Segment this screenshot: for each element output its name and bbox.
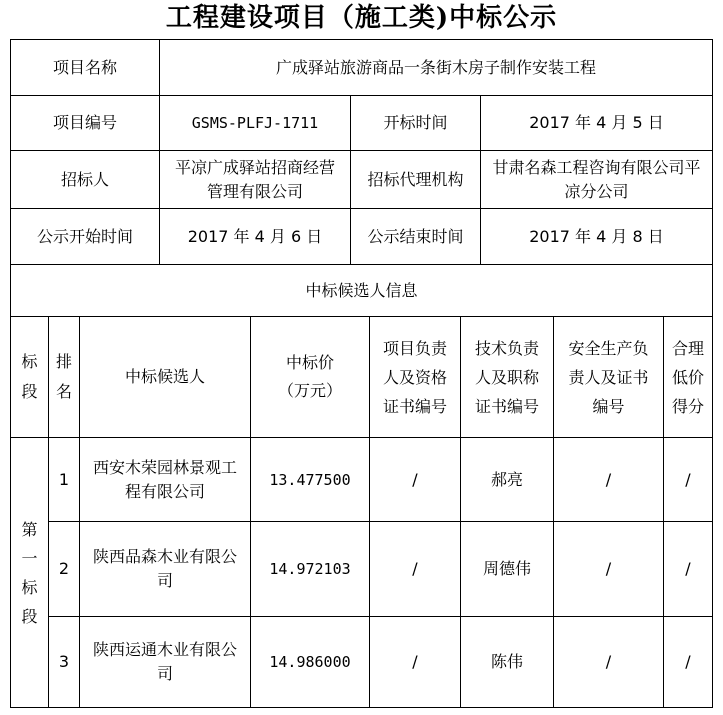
row-2-rank: 2: [58, 559, 70, 578]
row-3-tech-lead: 陈伟: [490, 652, 523, 671]
page-title: 工程建设项目（施工类)中标公示: [165, 3, 558, 33]
agency-label: 招标代理机构: [367, 169, 464, 189]
header-candidate: 中标候选人: [124, 367, 205, 386]
header-rank: 排名: [55, 352, 72, 401]
project-no-value: GSMS-PLFJ-1711: [191, 114, 319, 132]
header-safety-lead: 安全生产负责人及证书编号: [568, 338, 649, 416]
row-3-score: /: [685, 652, 691, 671]
row-1-project-manager: /: [412, 469, 418, 489]
row-3-price: 14.986000: [269, 653, 351, 671]
project-name-label: 项目名称: [52, 57, 117, 77]
project-name-value: 广成驿站旅游商品一条街木房子制作安装工程: [275, 57, 596, 77]
header-tech-lead: 技术负责人及职称证书编号: [474, 338, 539, 416]
project-no-label: 项目编号: [52, 113, 117, 132]
tenderer-value: 平凉广成驿站招商经营管理有限公司: [174, 157, 335, 201]
row-3-candidate: 陕西运通木业有限公司: [92, 640, 237, 683]
row-2-price: 14.972103: [269, 560, 351, 578]
row-1-safety-lead: /: [605, 469, 612, 489]
row-1-score: /: [685, 469, 691, 489]
row-3-project-manager: /: [412, 652, 418, 671]
row-1-price: 13.477500: [269, 470, 351, 489]
row-3-rank: 3: [58, 652, 70, 671]
row-1-rank: 1: [58, 469, 70, 489]
section-title: 中标候选人信息: [305, 280, 418, 300]
tenderer-label: 招标人: [60, 169, 109, 189]
publicity-start-label: 公示开始时间: [36, 226, 133, 246]
row-3-safety-lead: /: [605, 652, 612, 671]
section-name: 第一标段: [21, 519, 38, 626]
header-section: 标段: [21, 352, 38, 401]
row-2-candidate: 陕西品森木业有限公司: [92, 547, 237, 590]
publicity-end-value: 2017 年 4 月 8 日: [529, 226, 664, 246]
agency-value: 甘肃名森工程咨询有限公司平凉分公司: [492, 157, 701, 201]
open-time-value: 2017 年 4 月 5 日: [529, 113, 664, 132]
row-2-safety-lead: /: [605, 559, 612, 578]
row-1-tech-lead: 郝亮: [490, 469, 523, 489]
publicity-end-label: 公示结束时间: [367, 226, 464, 246]
publicity-start-value: 2017 年 4 月 6 日: [187, 226, 323, 246]
header-score: 合理低价得分: [672, 338, 705, 416]
header-project-manager: 项目负责人及资格证书编号: [382, 338, 447, 416]
header-price: 中标价（万元）: [277, 353, 342, 400]
row-2-project-manager: /: [412, 559, 418, 578]
open-time-label: 开标时间: [383, 113, 448, 132]
row-2-tech-lead: 周德伟: [482, 559, 531, 578]
row-1-candidate: 西安木荣园林景观工程有限公司: [92, 457, 237, 501]
row-2-score: /: [685, 559, 691, 578]
